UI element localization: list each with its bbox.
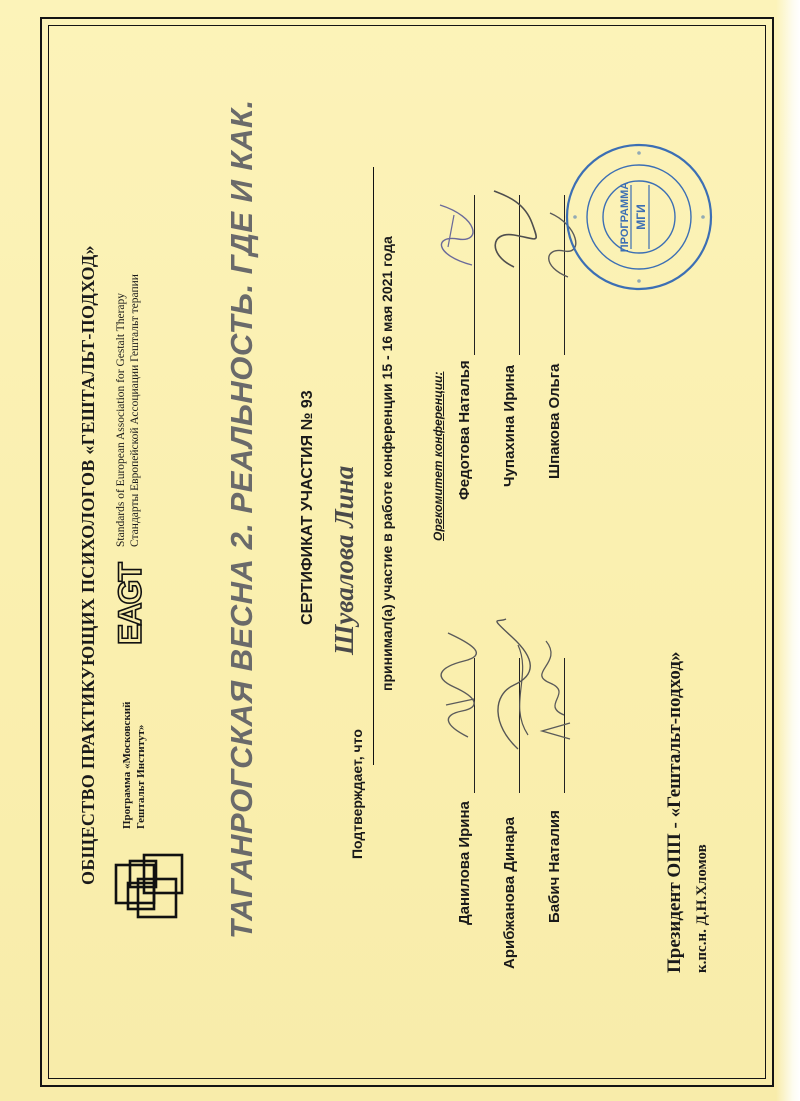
conference-title: ТАГАНРОГСКАЯ ВЕСНА 2. РЕАЛЬНОСТЬ. ГДЕ И КАК.	[224, 99, 259, 939]
moscow-gestalt-logo-icon	[108, 837, 194, 923]
signature-fedotova	[428, 195, 488, 275]
organization-title: ОБЩЕСТВО ПРАКТИКУЮЩИХ ПСИХОЛОГОВ «ГЕШТАЛЬТ-ПОДХОД»	[78, 245, 98, 885]
committee-member: Чупахина Ирина	[501, 365, 518, 487]
participant-name-line	[373, 167, 374, 765]
eagt-line2: Стандарты Европейской Ассоциации Гештальт терапии	[129, 274, 141, 547]
president-degree-name: к.пс.н. Д.Н.Хломов	[694, 844, 710, 973]
participant-name: Шувалова Лина	[329, 465, 359, 655]
eagt-standards-text	[114, 274, 142, 547]
signature-danilova	[434, 625, 484, 745]
committee-member: Федотова Наталья	[456, 360, 473, 500]
signature-babich	[534, 635, 580, 745]
organization-stamp-icon	[561, 139, 717, 295]
participation-text: принимал(а) участие в работе конференции 15 - 16 мая 2021 года	[379, 236, 395, 691]
committee-member: Шпакова Ольга	[546, 363, 563, 479]
signature-aribzhanova	[488, 615, 540, 755]
committee-member: Данилова Ирина	[456, 801, 473, 925]
certificate-title: СЕРТИФИКАТ УЧАСТИЯ № 93	[299, 390, 316, 625]
moscow-program-line1: Программа «Московский	[121, 701, 133, 829]
president-title: Президент ОПП - «Гештальт-подход»	[664, 651, 685, 973]
scan-edge	[776, 0, 800, 1101]
moscow-program-line2: Гештальт Институт»	[135, 724, 147, 829]
stamp-center-line1: ПРОГРАММА	[619, 181, 631, 253]
eagt-logo-icon: EAGT	[112, 564, 148, 645]
eagt-line1: Standards of European Association for Gestalt Therapy	[115, 293, 127, 547]
committee-member: Арибжанова Динара	[501, 816, 518, 969]
confirms-text: Подтверждает, что	[349, 729, 365, 859]
moscow-program-text	[120, 702, 148, 829]
committee-member: Бабич Наталия	[546, 810, 563, 923]
certificate-content	[56, 35, 756, 1065]
stamp-center-line2: МГИ	[634, 204, 648, 230]
orgcommittee-label: Оргкомитет конференции:	[431, 371, 445, 541]
